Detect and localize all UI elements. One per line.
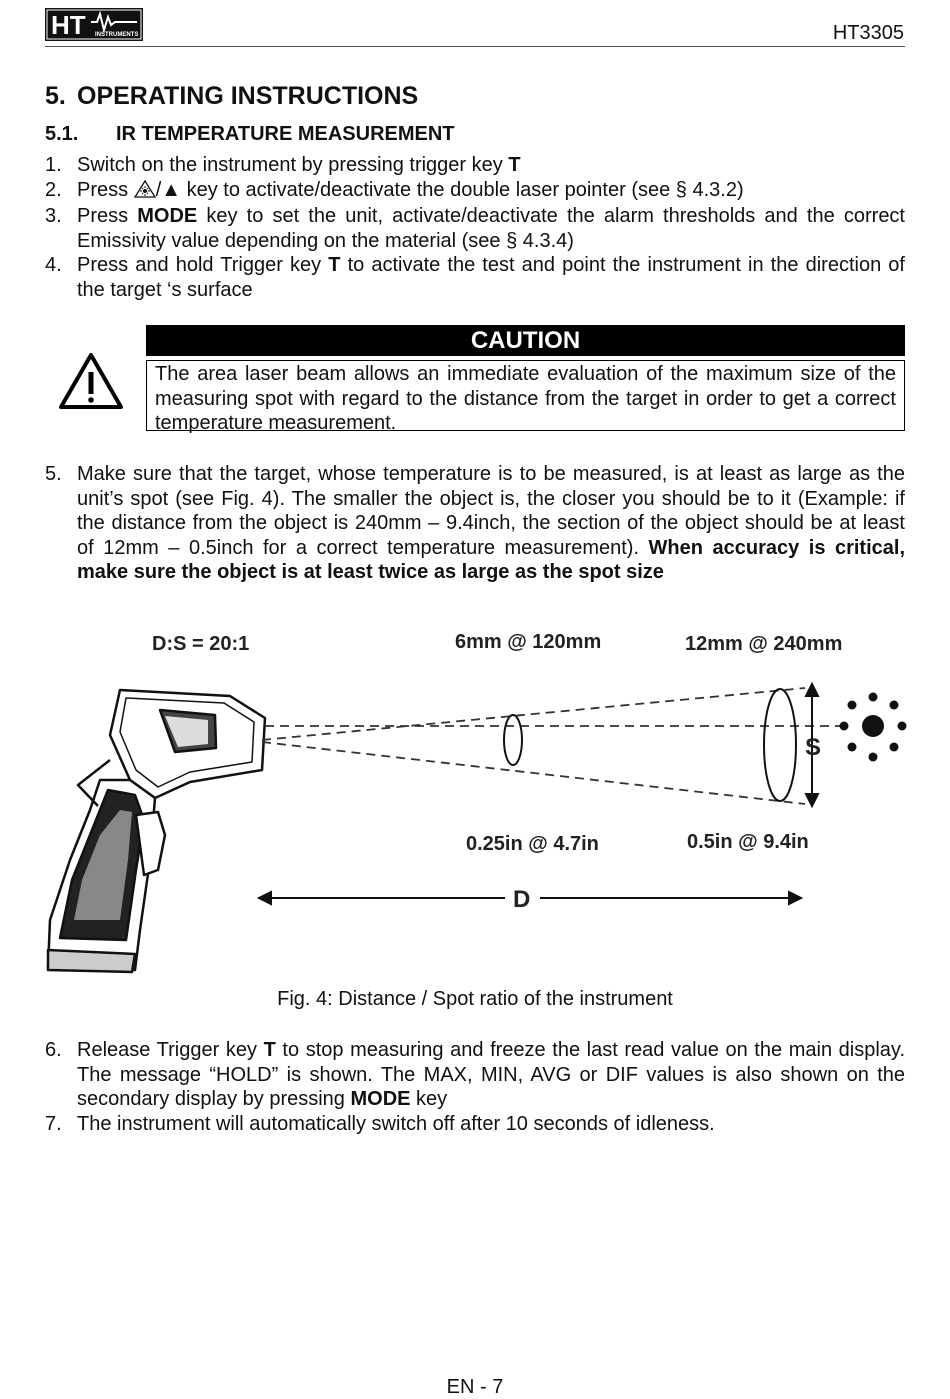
warning-icon: [58, 352, 124, 410]
spot-ellipse-near: [504, 715, 522, 765]
spot2-mm-label: 12mm @ 240mm: [685, 633, 843, 655]
figure-caption: Fig. 4: Distance / Spot ratio of the instrument: [277, 988, 673, 1010]
list-item: 3. Press MODE key to set the unit, activate/deactivate the alarm thresholds and the correct Emissivity value depending on the material (see § 4.3.4): [45, 205, 905, 252]
logo-text: HT: [51, 10, 86, 40]
spot1-in-label: 0.25in @ 4.7in: [466, 833, 599, 855]
list-item: 4. Press and hold Trigger key T to activate the test and point the instrument in the direction of the target ‘s surface: [45, 254, 905, 301]
caution-box: [45, 325, 905, 437]
spot-ellipse-far: [764, 689, 796, 801]
ratio-label: D:S = 20:1: [152, 633, 250, 655]
thermometer-gun-drawing: [48, 690, 265, 972]
header-rule: [45, 46, 905, 47]
target-dots-icon: [840, 693, 907, 762]
caution-title: CAUTION: [146, 325, 905, 356]
spot2-in-label: 0.5in @ 9.4in: [687, 831, 809, 853]
subsection-title: IR TEMPERATURE MEASUREMENT: [116, 123, 455, 145]
steps-list-b: [45, 1038, 905, 1136]
model-name: HT3305: [832, 22, 904, 44]
subsection-heading: [45, 123, 455, 146]
ht-logo: [45, 8, 143, 41]
list-item: 5. Make sure that the target, whose temperature is to be measured, is at least as large as the unit’s spot (see Fig. 4). The smaller the object is, the closer you should be to it (Example: if the distance from the object is 240mm – 9.4inch, the section of the object should be at least of 12mm – 0.5inch for a correct temperature measurement). When accuracy is critical, make sure the object is at least twice as large as the spot size: [45, 463, 906, 584]
up-arrow-icon: ▲: [161, 178, 182, 201]
laser-beams: [262, 688, 840, 804]
subsection-number: 5.1.: [45, 123, 79, 145]
section-heading: [45, 82, 418, 111]
list-item: 2. Press /▲ key to activate/deactivate the double laser pointer (see § 4.3.2): [45, 178, 905, 205]
steps-list-5: [45, 462, 905, 585]
logo-subtext: INSTRUMENTS: [95, 32, 139, 38]
laser-icon: [134, 180, 156, 205]
caution-text: The area laser beam allows an immediate evaluation of the maximum size of the measuring spot with regard to the distance from the target in order to get a correct temperature measurement.: [146, 360, 905, 431]
list-item: 7. The instrument will automatically switch off after 10 seconds of idleness.: [45, 1112, 715, 1135]
section-title: OPERATING INSTRUCTIONS: [77, 82, 419, 110]
list-item: 6. Release Trigger key T to stop measuring and freeze the last read value on the main display. The message “HOLD” is shown. The MAX, MIN, AVG or DIF values is also shown on the secondary display by pressing MODE key: [45, 1039, 906, 1111]
distance-spot-figure: [40, 620, 920, 990]
spot1-mm-label: 6mm @ 120mm: [455, 631, 602, 653]
list-item: 1. Switch on the instrument by pressing trigger key T: [45, 154, 521, 176]
spot-label: S: [805, 734, 822, 761]
section-number: 5.: [45, 82, 66, 110]
steps-list-a: [45, 153, 905, 303]
page-number: EN - 7: [446, 1376, 504, 1398]
distance-label: D: [513, 886, 531, 913]
